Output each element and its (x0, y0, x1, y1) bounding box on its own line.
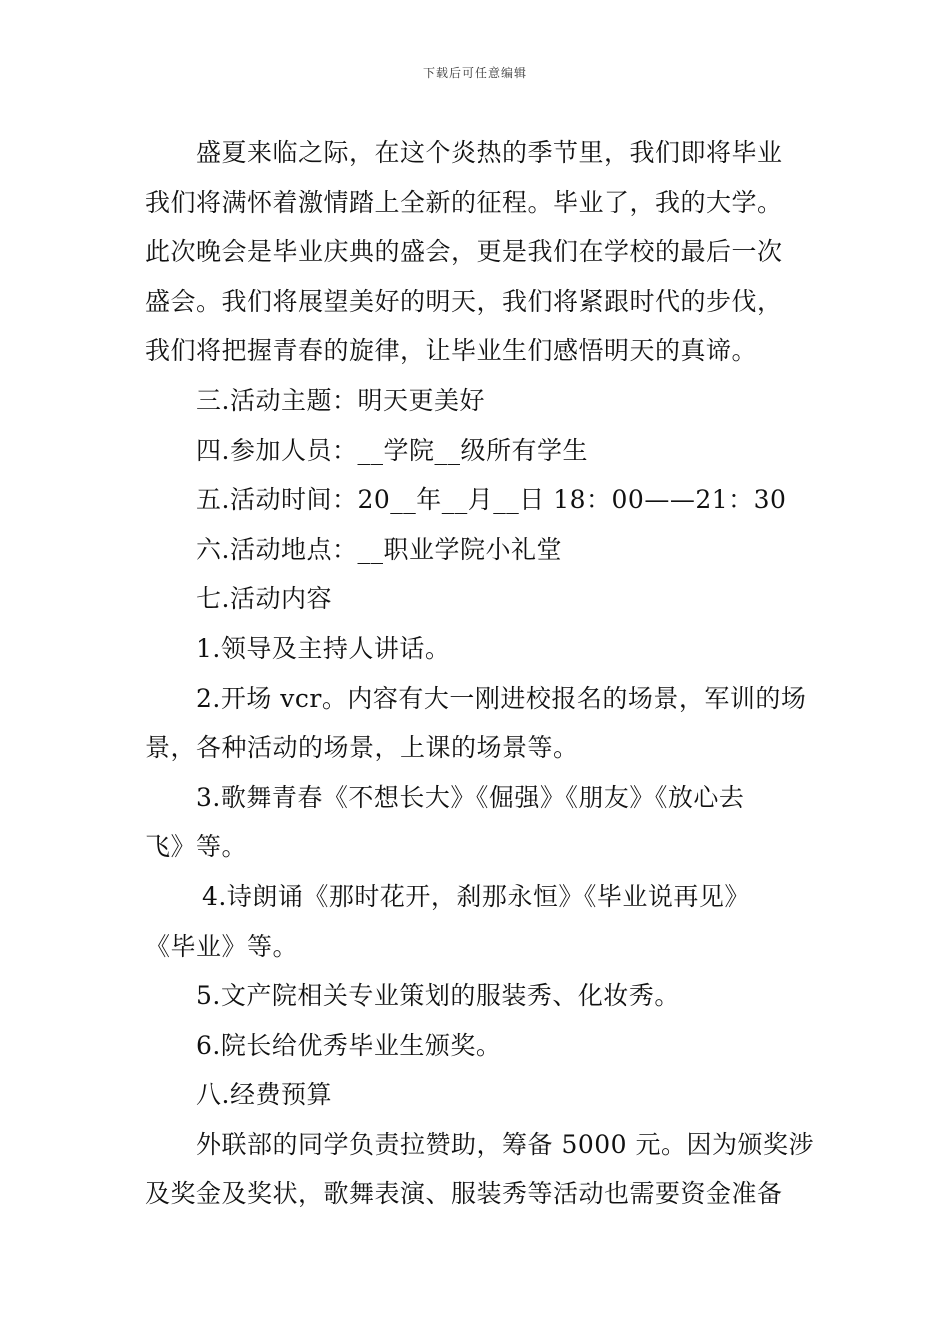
text-line: 盛夏来临之际，在这个炎热的季节里，我们即将毕业 (196, 138, 783, 167)
text-line: 盛会。我们将展望美好的明天，我们将紧跟时代的步伐， (145, 286, 783, 316)
text-line: 飞》等。 (145, 832, 248, 862)
section-budget-heading: 八.经费预算 (196, 1080, 332, 1110)
intro-paragraph (145, 128, 810, 376)
content-item-4 (145, 872, 810, 971)
text-line: 2.开场 vcr。内容有大一刚进校报名的场景，军训的场 (196, 683, 807, 713)
text-line: 3.歌舞青春《不想长大》《倔强》《朋友》《放心去 (196, 782, 745, 812)
text-line: 外联部的同学负责拉赞助，筹备 5000 元。因为颁奖涉 (196, 1129, 815, 1159)
content-item-6: 6.院长给优秀毕业生颁奖。 (196, 1030, 502, 1060)
content-item-5: 5.文产院相关专业策划的服装秀、化妆秀。 (196, 981, 680, 1011)
content-item-1: 1.领导及主持人讲话。 (196, 633, 451, 663)
text-line: 我们将把握青春的旋律，让毕业生们感悟明天的真谛。 (145, 336, 758, 366)
document-body (145, 128, 815, 1219)
section-time: 五.活动时间：20__年__月__日 18：00——21：30 (196, 485, 787, 515)
text-line: 及奖金及奖状，歌舞表演、服装秀等活动也需要资金准备 (145, 1179, 783, 1209)
budget-paragraph (145, 1120, 815, 1219)
section-location: 六.活动地点：__职业学院小礼堂 (196, 534, 562, 564)
section-participants: 四.参加人员：__学院__级所有学生 (196, 435, 588, 465)
text-line: 4.诗朗诵《那时花开，刹那永恒》《毕业说再见》 (202, 881, 750, 911)
section-content-heading: 七.活动内容 (196, 584, 332, 614)
content-item-2 (145, 674, 810, 773)
text-line: 此次晚会是毕业庆典的盛会，更是我们在学校的最后一次 (145, 237, 783, 267)
text-line: 景，各种活动的场景，上课的场景等。 (145, 733, 579, 763)
content-item-3 (145, 773, 810, 872)
text-line: 我们将满怀着激情踏上全新的征程。毕业了，我的大学。 (145, 187, 783, 217)
section-theme: 三.活动主题：明天更美好 (196, 385, 485, 415)
page-header-note: 下载后可任意编辑 (422, 66, 527, 80)
text-line: 《毕业》等。 (145, 931, 299, 961)
